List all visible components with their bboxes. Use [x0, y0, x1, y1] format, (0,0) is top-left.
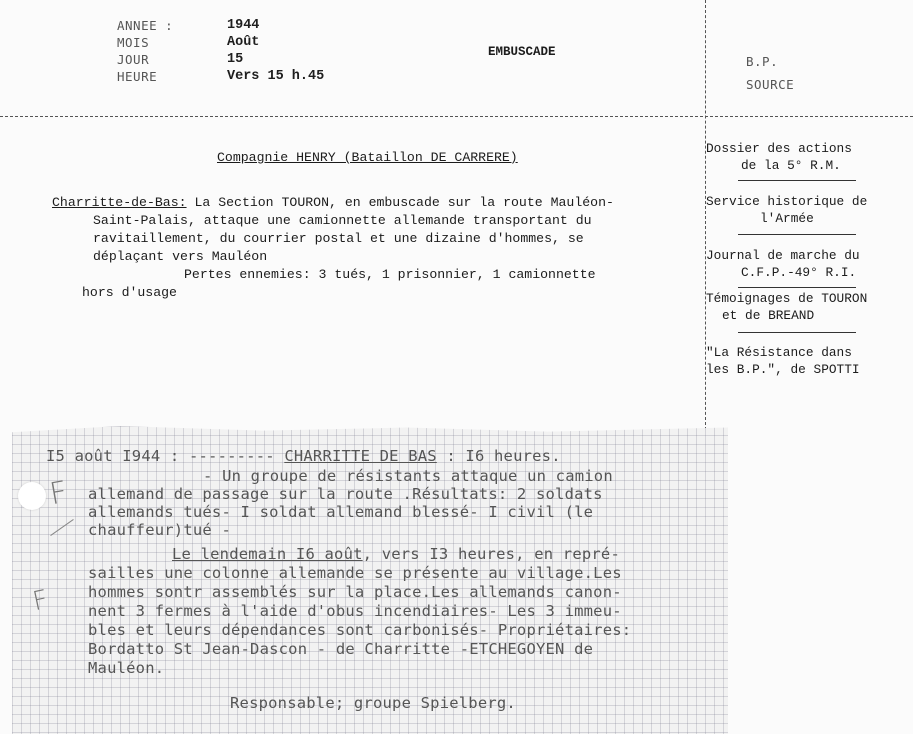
value-mois: Août	[227, 35, 260, 50]
source-separator	[738, 234, 856, 235]
header-values	[227, 17, 324, 85]
value-annee: 1944	[227, 18, 260, 33]
copy-line-7: sailles une colonne allemande se présente au village.Les	[88, 564, 622, 582]
bp-label: B.P.	[746, 54, 779, 69]
source-2	[706, 193, 906, 227]
copy-line-1	[46, 446, 561, 466]
header-divider	[0, 116, 913, 117]
source-4	[706, 290, 906, 324]
label-jour: JOUR	[117, 52, 150, 67]
source-2-line-2: l'Armée	[760, 211, 814, 226]
copy-line-6-rest: , vers I3 heures, en repré-	[362, 545, 620, 563]
source-separator	[738, 180, 856, 181]
value-heure: Vers 15 h.45	[227, 69, 325, 84]
copy-line-11: Bordatto St Jean-Dascon - de Charritte -ETCHEGOYEN de	[88, 640, 594, 658]
source-separator	[738, 287, 856, 288]
handwritten-mark-1: F	[47, 474, 71, 513]
copy-line-4: allemands tués- I soldat allemand blessé- I civil (le	[88, 503, 594, 521]
handwritten-mark-2: F	[30, 584, 51, 618]
source-1	[706, 140, 906, 174]
report-line-4: déplaçant vers Mauléon	[93, 249, 268, 264]
header-labels	[117, 17, 173, 85]
source-4-line-1: Témoignages de TOURON	[706, 291, 868, 306]
copy-place: CHARRITTE DE BAS	[284, 447, 437, 465]
document-title: EMBUSCADE	[488, 45, 556, 59]
copy-line-2: - Un groupe de résistants attaque un camion	[203, 467, 613, 485]
source-5-line-2: les B.P.", de SPOTTI	[706, 362, 860, 377]
copy-date: I5 août I944 : ---------	[46, 447, 275, 465]
copy-line-9: nent 3 fermes à l'aide d'obus incendiaires- Les 3 immeu-	[88, 602, 622, 620]
report-line-3: ravitaillement, du courrier postal et une dizaine d'hommes, se	[93, 231, 584, 246]
report-body	[52, 194, 614, 302]
punch-hole	[18, 482, 46, 510]
copy-line-3: allemand de passage sur la route .Résultats: 2 soldats	[88, 485, 603, 503]
company-heading: Compagnie HENRY (Bataillon DE CARRERE)	[217, 150, 518, 165]
copy-line-8: hommes sontr assemblés sur la place.Les allemands canon-	[88, 583, 622, 601]
source-3-line-1: Journal de marche du	[706, 248, 860, 263]
report-line-2: Saint-Palais, attaque une camionnette allemande transportant du	[93, 213, 592, 228]
label-heure: HEURE	[117, 69, 158, 84]
copy-next-day: Le lendemain I6 août	[172, 545, 363, 563]
copy-line-5: chauffeur)tué -	[88, 521, 231, 539]
source-label: SOURCE	[746, 77, 795, 92]
copy-line-6	[172, 544, 620, 564]
label-mois: MOIS	[117, 35, 150, 50]
copy-time: : I6 heures.	[436, 447, 561, 465]
report-line-1: La Section TOURON, en embuscade sur la route Mauléon-	[186, 195, 614, 210]
source-4-line-2: et de BREAND	[722, 308, 815, 323]
source-5-line-1: "La Résistance dans	[706, 345, 852, 360]
source-3	[706, 247, 906, 281]
source-2-line-1: Service historique de	[706, 194, 868, 209]
report-line-5: Pertes ennemies: 3 tués, 1 prisonnier, 1 camionnette	[184, 267, 596, 282]
report-line-6: hors d'usage	[82, 285, 177, 300]
source-1-line-2: de la 5° R.M.	[741, 158, 841, 173]
label-annee: ANNEE :	[117, 18, 174, 33]
source-1-line-1: Dossier des actions	[706, 141, 852, 156]
copy-line-10: bles et leurs dépendances sont carbonisés- Propriétaires:	[88, 621, 632, 639]
source-separator	[738, 332, 856, 333]
copy-responsible: Responsable; groupe Spielberg.	[230, 694, 516, 712]
source-3-line-2: C.F.P.-49° R.I.	[741, 265, 857, 280]
value-jour: 15	[227, 52, 244, 67]
source-5	[706, 344, 906, 378]
place-name: Charritte-de-Bas:	[52, 195, 187, 210]
copy-line-12: Mauléon.	[88, 659, 165, 677]
